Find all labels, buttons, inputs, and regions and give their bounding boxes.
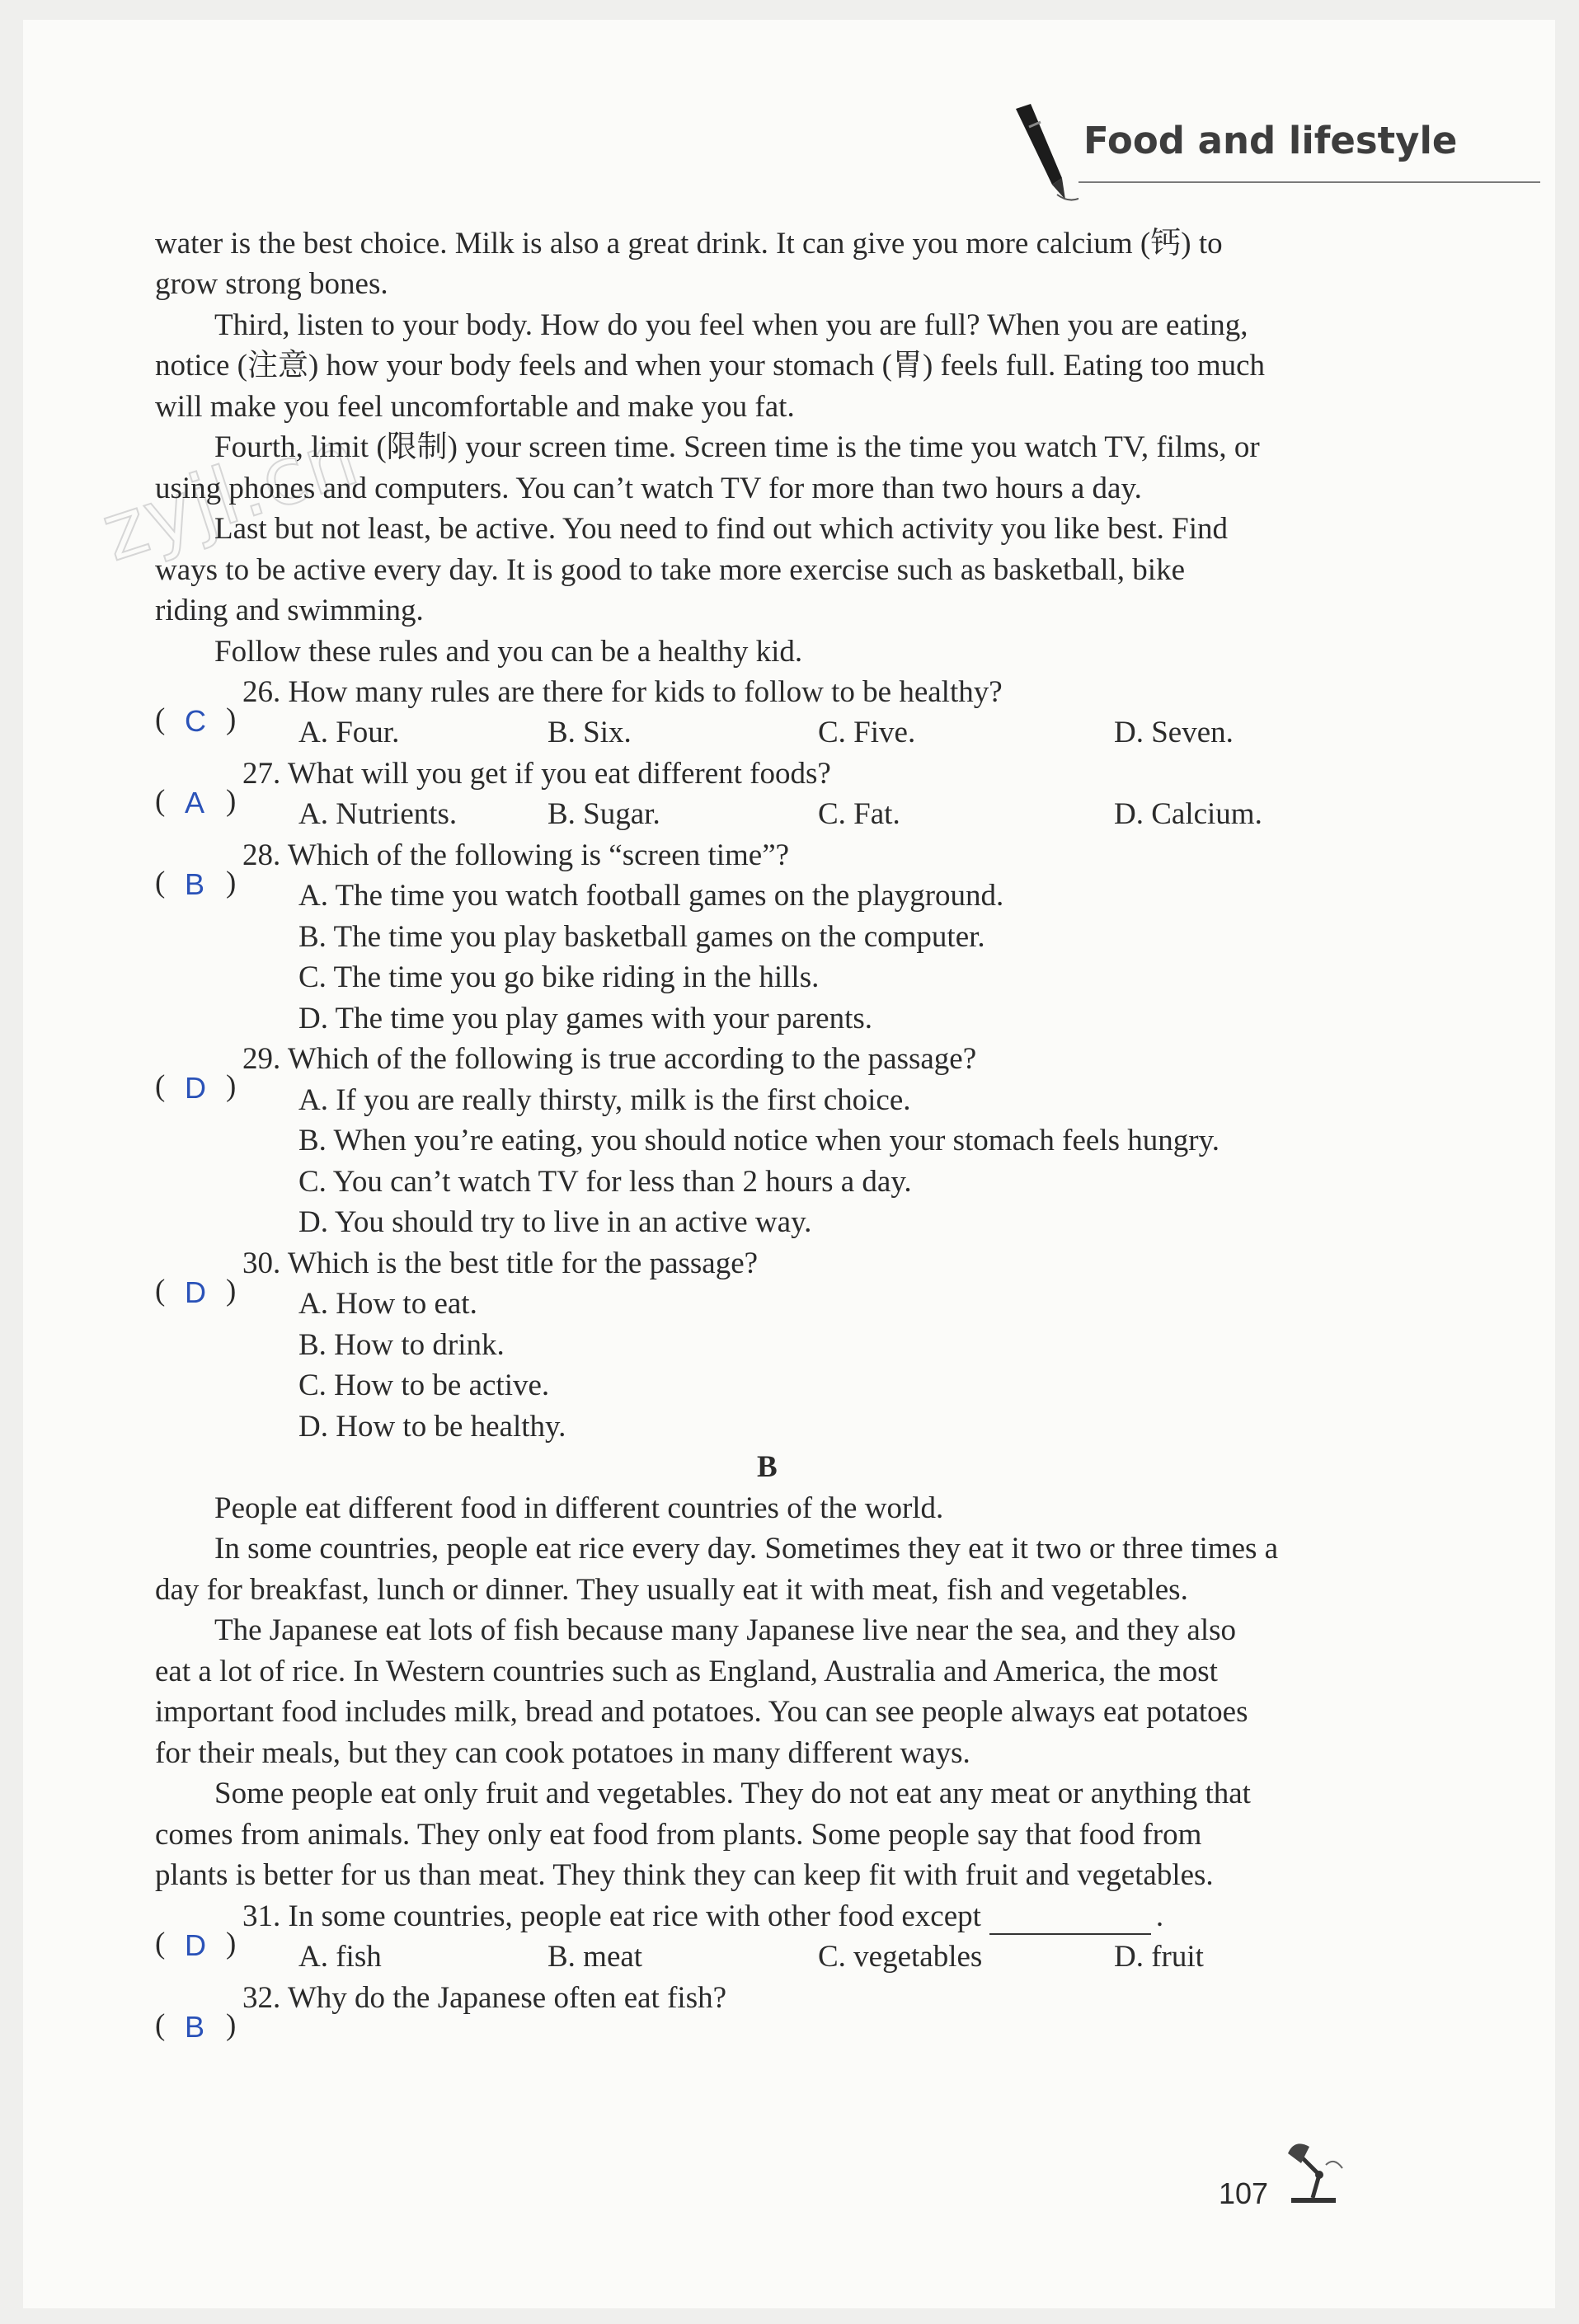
question-text: 28. Which of the following is “screen time”? (242, 838, 790, 872)
option: A. Nutrients. (298, 797, 458, 831)
option: A. The time you watch football games on the playground. (298, 879, 1004, 913)
passage-a-line: ways to be active every day. It is good to take more exercise such as basketball, bike (155, 553, 1186, 587)
answer-mark: B (185, 2010, 205, 2044)
answer-mark: D (185, 1928, 206, 1962)
passage-a-line: will make you feel uncomfortable and make you fat. (155, 390, 795, 424)
option: C. The time you go bike riding in the hills. (298, 960, 820, 994)
question-text: 29. Which of the following is true according to the passage? (242, 1042, 977, 1076)
page-number: 107 (1219, 2176, 1269, 2210)
header-rule (1079, 181, 1540, 183)
option: A. How to eat. (298, 1287, 477, 1321)
question-text: 31. In some countries, people eat rice with other food except (242, 1899, 981, 1933)
question-27: ( A ) 27. What will you get if you eat different foods? (155, 757, 831, 819)
option: D. You should try to live in an active way. (298, 1205, 812, 1239)
passage-a-line: using phones and computers. You can’t watch TV for more than two hours a day. (155, 472, 1142, 505)
option: C. How to be active. (298, 1369, 550, 1402)
passage-b-line: important food includes milk, bread and potatoes. You can see people always eat potatoes (155, 1695, 1248, 1729)
passage-b-line: People eat different food in different countries of the world. (214, 1491, 944, 1525)
question-text: 32. Why do the Japanese often eat fish? (242, 1981, 727, 2015)
question-30: ( D ) 30. Which is the best title for the passage? (155, 1247, 759, 1309)
question-26: ( C ) 26. How many rules are there for kids to follow to be healthy? (155, 675, 1003, 738)
option: B. When you’re eating, you should notice when your stomach feels hungry. (298, 1124, 1219, 1157)
passage-a-line: notice (注意) how your body feels and when your stomach (胃) feels full. Eating too much (155, 349, 1266, 383)
passage-b-line: eat a lot of rice. In Western countries such as England, Australia and America, the most (155, 1655, 1218, 1688)
option: D. fruit (1114, 1940, 1204, 1974)
passage-b-line: for their meals, but they can cook potatoes in many different ways. (155, 1736, 970, 1770)
question-32: ( B ) 32. Why do the Japanese often eat fish? (155, 1981, 727, 2044)
option: B. The time you play basketball games on the computer. (298, 920, 985, 954)
question-29: ( D ) 29. Which of the following is true according to the passage? (155, 1042, 977, 1105)
answer-mark: A (185, 786, 205, 819)
passage-a-line: Follow these rules and you can be a healthy kid. (214, 635, 803, 669)
option: C. Five. (818, 716, 916, 749)
passage-b-line: In some countries, people eat rice every day. Sometimes they eat it two or three times a (214, 1532, 1279, 1566)
passage-b-line: The Japanese eat lots of fish because many Japanese live near the sea, and they also (214, 1613, 1237, 1647)
passage-a-line: water is the best choice. Milk is also a great drink. It can give you more calcium (钙) to (155, 227, 1223, 261)
option: B. meat (547, 1940, 643, 1974)
option: C. You can’t watch TV for less than 2 hours a day. (298, 1165, 912, 1199)
pen-icon (1004, 102, 1079, 209)
desk-lamp-icon (1276, 2132, 1351, 2206)
passage-a-line: grow strong bones. (155, 267, 388, 301)
page-title: Food and lifestyle (1083, 119, 1458, 162)
passage-b-line: Some people eat only fruit and vegetables. They do not eat any meat or anything that (214, 1777, 1251, 1810)
passage-a-line: Last but not least, be active. You need to find out which activity you like best. Find (214, 512, 1229, 546)
passage-b-line: day for breakfast, lunch or dinner. They usually eat it with meat, fish and vegetables. (155, 1573, 1188, 1607)
option: D. Seven. (1114, 716, 1234, 749)
option: A. fish (298, 1940, 382, 1974)
option: D. How to be healthy. (298, 1410, 566, 1444)
passage-b-line: comes from animals. They only eat food from plants. Some people say that food from (155, 1818, 1202, 1852)
option: A. Four. (298, 716, 400, 749)
question-28: ( B ) 28. Which of the following is “screen time”? (155, 838, 790, 901)
passage-b-line: plants is better for us than meat. They think they can keep fit with fruit and vegetables. (155, 1858, 1214, 1892)
page-header (996, 102, 1555, 218)
option: D. Calcium. (1114, 797, 1262, 831)
question-text: 30. Which is the best title for the passage? (242, 1247, 759, 1280)
answer-mark: D (185, 1071, 206, 1105)
question-text: 26. How many rules are there for kids to follow to be healthy? (242, 675, 1003, 709)
option: B. Sugar. (547, 797, 660, 831)
question-text: 27. What will you get if you eat different foods? (242, 757, 831, 791)
answer-mark: C (185, 704, 206, 738)
option: C. Fat. (818, 797, 900, 831)
answer-mark: B (185, 867, 205, 901)
option: B. Six. (547, 716, 632, 749)
question-tail: . (1155, 1899, 1164, 1933)
option: C. vegetables (818, 1940, 983, 1974)
passage-a-line: Third, listen to your body. How do you feel when you are full? When you are eating, (214, 308, 1248, 342)
workbook-page (23, 20, 1555, 2308)
passage-a-line: Fourth, limit (限制) your screen time. Screen time is the time you watch TV, films, or (214, 430, 1260, 464)
answer-blank (989, 1904, 1151, 1935)
watermark: zyjl.cn (91, 410, 370, 580)
option: B. How to drink. (298, 1328, 505, 1362)
question-31: ( D ) 31. In some countries, people eat rice with other food except . (155, 1899, 1164, 1962)
option: A. If you are really thirsty, milk is the first choice. (298, 1083, 911, 1117)
option: D. The time you play games with your parents. (298, 1002, 873, 1035)
answer-mark: D (185, 1275, 206, 1309)
passage-a-line: riding and swimming. (155, 594, 424, 627)
section-b-heading: B (757, 1450, 778, 1484)
